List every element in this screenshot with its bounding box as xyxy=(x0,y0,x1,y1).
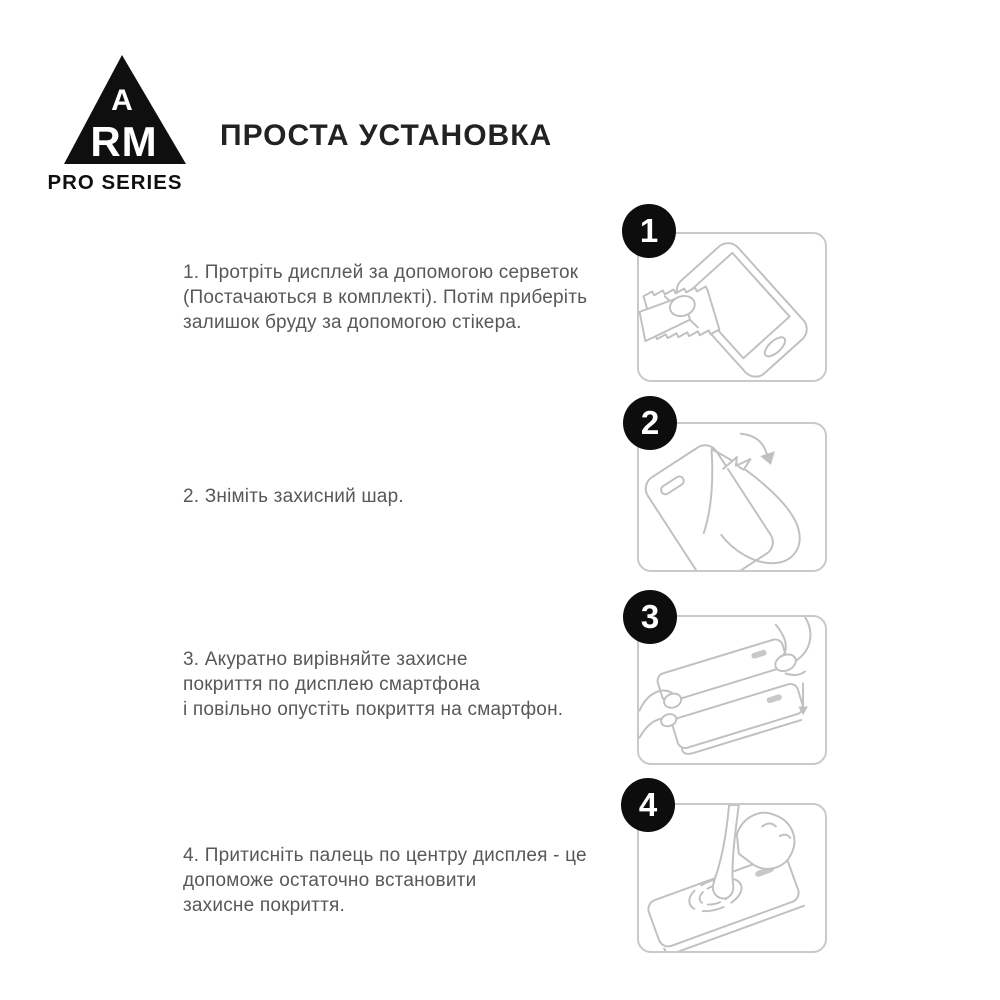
logo-letter-top: A xyxy=(111,84,133,117)
step-2-badge xyxy=(623,396,677,450)
step-number: 3 xyxy=(640,598,660,635)
wipe-screen-with-cloth-icon xyxy=(639,234,825,380)
step-3-instruction xyxy=(183,647,643,722)
instruction-line: допоможе остаточно встановити xyxy=(183,870,477,891)
arm-pro-series-logo xyxy=(45,53,190,195)
step-4-badge xyxy=(621,778,675,832)
instruction-line: залишок бруду за допомогою стікера. xyxy=(183,312,522,333)
page-title: ПРОСТА УСТАНОВКА xyxy=(220,119,553,152)
logo-letter-bottom: RM xyxy=(90,118,158,165)
peel-protective-layer-icon xyxy=(639,424,825,570)
instruction-line: покриття по дисплею смартфона xyxy=(183,674,481,695)
logo-series-label: PRO SERIES xyxy=(47,172,183,194)
step-2-instruction xyxy=(183,484,643,509)
instruction-line: (Постачаються в комплекті). Потім приберіть xyxy=(183,287,588,308)
step-4-instruction xyxy=(183,843,643,918)
step-number: 4 xyxy=(638,786,658,823)
instruction-line: 4. Притисніть палець по центру дисплея - це xyxy=(183,845,587,866)
instruction-line: і повільно опустіть покриття на смартфон. xyxy=(183,699,564,720)
align-and-lower-protector-icon xyxy=(639,617,825,763)
step-3-badge xyxy=(623,590,677,644)
instruction-line: 3. Акуратно вирівняйте захисне xyxy=(183,649,468,670)
arm-logo-icon xyxy=(45,53,190,195)
instruction-line: захисне покриття. xyxy=(183,895,345,916)
step-number: 1 xyxy=(639,212,659,249)
step-1-instruction xyxy=(183,260,643,335)
instruction-line: 1. Протріть дисплей за допомогою серветок xyxy=(183,262,579,283)
instruction-line: 2. Зніміть захисний шар. xyxy=(183,486,404,507)
press-center-with-finger-icon xyxy=(639,805,825,951)
step-number: 2 xyxy=(640,404,660,441)
step-1-illustration xyxy=(637,232,827,382)
step-1-badge xyxy=(622,204,676,258)
